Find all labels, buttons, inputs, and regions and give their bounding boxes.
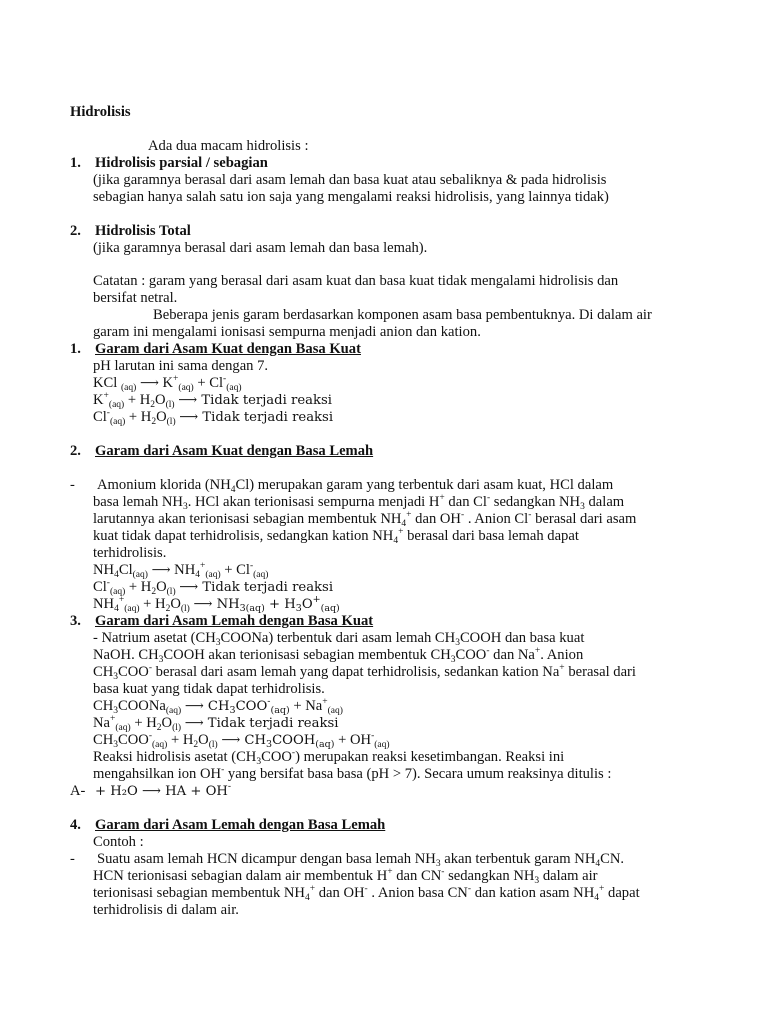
s4-heading: Garam dari Asam Lemah dengan Basa Lemah [95, 817, 386, 833]
s2-text: sedangkan NH [493, 494, 581, 510]
s4-text: dan CN [396, 868, 442, 884]
s2-text: larutannya akan terionisasi sebagian membentuk NH [93, 511, 402, 527]
s4-text: dan kation asam NH [474, 885, 595, 901]
s2-text: berasal dari asam [535, 511, 637, 527]
s2-eq1: $NH_4Cl_{(aq)}$ ⟶ $NH_4^+_{(aq)} + Cl^-_{(aq)}$ [93, 561, 269, 580]
s4-num: 4. [70, 817, 81, 833]
s4-text: sedangkan NH [448, 868, 535, 884]
s3-text: berasal dari asam lemah yang dapat terhidrolisis, sedankan kation Na [155, 664, 560, 680]
s3-text: mengahsilkan ion OH [93, 766, 222, 782]
type1-num: 1. [70, 155, 81, 171]
s1-eq2-result: Tidak terjadi reaksi [201, 393, 332, 408]
type2-heading: Hidrolisis Total [95, 223, 191, 239]
type1-desc-line1: (jika garamnya berasal dari asam lemah dan basa kuat atau sebaliknya & pada hidrolisis [93, 172, 607, 188]
s2-para-line5: terhidrolisis. [93, 545, 167, 561]
note-line3: Beberapa jenis garam berdasarkan komponen asam basa pembentuknya. Di dalam air [153, 307, 652, 323]
s3-eq2-result: Tidak terjadi reaksi [207, 716, 339, 731]
s3-eq2: $Na^+_{(aq)} + H_2O_{(l)}$ ⟶ Tidak terjadi reaksi [93, 714, 339, 733]
s2-text: berasal dari basa lemah dapat [407, 528, 579, 544]
s3-general-label: A- [70, 783, 86, 799]
s3-text: COONa) terbentuk dari asam lemah CH [220, 630, 456, 646]
note-line2: bersifat netral. [93, 290, 178, 306]
doc-title: Hidrolisis [70, 104, 131, 120]
s3-para-line1: - Natrium asetat $(CH_3COONa)$ terbentuk dari asam lemah $CH_3COOH$ dan basa kuat [93, 630, 585, 648]
s2-eq3: $NH_4^+_{(aq)} + H_2O_{(l)}$ ⟶ $NH_{3(aq)} + H_3O^+_{(aq)}$ [93, 594, 340, 614]
s3-text: - Natrium asetat (CH [93, 630, 216, 646]
s2-para-line2: basa lemah $NH_3$. HCl akan terionisasi sempurna menjadi H+ dan Cl- sedangkan $NH_3$ dalam [93, 493, 625, 512]
s4-text: dan OH [318, 885, 365, 901]
s4-text: . Anion basa CN [371, 885, 468, 901]
s1-ph-line: pH larutan ini sama dengan 7. [93, 358, 269, 374]
s2-eq2-result: Tidak terjadi reaksi [202, 580, 334, 595]
s3-text: COO [118, 664, 149, 680]
s4-para-line1: Suatu asam lemah HCN dicampur dengan basa lemah $NH_3$ akan terbentuk garam $NH_4CN$. [97, 851, 625, 869]
s3-num: 3. [70, 613, 81, 629]
note-line4: garam ini mengalami ionisasi sempurna menjadi anion dan kation. [93, 324, 481, 340]
s2-text: kuat tidak dapat terhidrolisis, sedangkan kation NH [93, 528, 394, 544]
s4-text: terionisasi sebagian membentuk NH [93, 885, 305, 901]
s2-text: basa lemah NH [93, 494, 183, 510]
s3-heading: Garam dari Asam Lemah dengan Basa Kuat [95, 613, 374, 629]
type2-num: 2. [70, 223, 81, 239]
s4-text: dalam air [542, 868, 598, 884]
s4-para-line3: terionisasi sebagian membentuk $NH_4^+$ dan OH- . Anion basa CN- dan kation asam $NH_4^+$ dapat [93, 884, 640, 903]
s1-eq3-result: Tidak terjadi reaksi [202, 410, 334, 425]
s3-text: COO [455, 647, 487, 663]
type1-heading: Hidrolisis parsial / sebagian [95, 155, 268, 171]
s3-para-line4: basa kuat yang tidak dapat terhidrolisis. [93, 681, 325, 697]
type2-desc-line1: (jika garamnya berasal dari asam lemah dan basa lemah). [93, 240, 428, 256]
s2-text: . Anion Cl [467, 511, 529, 527]
s3-eq1: $CH_3COONa_{(aq)}$ ⟶ $CH_3COO^-_{(aq)} + Na^+_{(aq)}$ [93, 696, 343, 716]
s2-num: 2. [70, 443, 81, 459]
s2-text: Amonium klorida (NH [97, 477, 231, 493]
s2-para-line4: kuat tidak dapat terhidrolisis, sedangkan kation $NH_4^+$ berasal dari basa lemah dapat [93, 527, 579, 546]
s3-general-eq-text: + H₂O ⟶ HA + OH [95, 784, 228, 799]
s2-text: Cl) merupakan garam yang terbentuk dari asam kuat, HCl dalam [235, 477, 614, 493]
s4-contoh: Contoh : [93, 834, 144, 850]
s3-eq3: $CH_3COO^-_{(aq)} + H_2O_{(l)}$ ⟶ $CH_3COOH_{(aq)} + OH^-_{(aq)}$ [93, 731, 390, 750]
s1-eq1: KCl $_{(aq)}$ ⟶ $K^+_{(aq)} + Cl^-_{(aq)}$ [93, 374, 242, 393]
s3-text: Reaksi hidrolisis asetat (CH [93, 749, 257, 765]
s2-text: dan Cl [448, 494, 487, 510]
s3-general-eq [95, 783, 231, 800]
s2-text: dalam [588, 494, 625, 510]
s3-text: berasal dari [568, 664, 636, 680]
s3-text: yang bersifat basa basa (pH > 7). Secara umum reaksinya ditulis : [227, 766, 612, 782]
s4-para-line4: terhidrolisis di dalam air. [93, 902, 239, 918]
s2-heading: Garam dari Asam Kuat dengan Basa Lemah [95, 443, 374, 459]
s2-para-line1: Amonium klorida $(NH_4Cl)$ merupakan garam yang terbentuk dari asam kuat, HCl dalam [97, 477, 614, 495]
s4-text: CN. [600, 851, 625, 867]
s3-text: . Anion [540, 647, 584, 663]
s3-reaction-line2: mengahsilkan ion OH- yang bersifat basa basa (pH > 7). Secara umum reaksinya ditulis : [93, 765, 612, 782]
intro-line: Ada dua macam hidrolisis : [148, 138, 309, 154]
s3-text: dan Na [493, 647, 535, 663]
s1-eq2: $K^+_{(aq)} + H_2O_{(l)}$ ⟶ Tidak terjadi reaksi [93, 391, 332, 410]
s4-text: dapat [608, 885, 640, 901]
s3-general-eq-sup: - [227, 781, 232, 792]
s4-text: akan terbentuk garam NH [444, 851, 596, 867]
s2-bullet: - [70, 477, 75, 493]
s1-heading: Garam dari Asam Kuat dengan Basa Kuat [95, 341, 361, 357]
s2-text: . HCl akan terionisasi sempurna menjadi H [187, 494, 440, 510]
s4-text: HCN terionisasi sebagian dalam air membentuk H [93, 868, 388, 884]
s1-num: 1. [70, 341, 81, 357]
type1-desc-line2: sebagian hanya salah satu ion saja yang mengalami reaksi hidrolisis, yang lainnya tidak) [93, 189, 609, 205]
s3-para-line3: $CH_3COO^-$ berasal dari asam lemah yang dapat terhidrolisis, sedankan kation Na+ berasal dari [93, 663, 636, 682]
s3-para-line2: NaOH. $CH_3COOH$ akan terionisasi sebagian membentuk $CH_3COO^-$ dan Na+. Anion [93, 646, 584, 665]
s3-text: COOH dan basa kuat [459, 630, 585, 646]
s1-eq3: $Cl^-_{(aq)} + H_2O_{(l)}$ ⟶ Tidak terjadi reaksi [93, 408, 334, 427]
s4-para-line2: HCN terionisasi sebagian dalam air membentuk H+ dan CN- sedangkan $NH_3$ dalam air [93, 867, 598, 886]
s4-text: Suatu asam lemah HCN dicampur dengan basa lemah NH [97, 851, 436, 867]
s3-reaction-line1: Reaksi hidrolisis asetat $(CH_3COO^-)$ merupakan reaksi kesetimbangan. Reaksi ini [93, 748, 565, 767]
s2-para-line3: larutannya akan terionisasi sebagian membentuk $NH_4^+$ dan OH- . Anion Cl- berasal dari asam [93, 510, 637, 529]
s2-text: dan OH [415, 511, 461, 527]
s3-text: ) merupakan reaksi kesetimbangan. Reaksi ini [295, 749, 565, 765]
s3-text: COOH akan terionisasi sebagian membentuk CH [163, 647, 451, 663]
s4-bullet: - [70, 851, 75, 867]
note-line1: Catatan : garam yang berasal dari asam kuat dan basa kuat tidak mengalami hidrolisis dan [93, 273, 619, 289]
s3-text: NaOH. CH [93, 647, 159, 663]
s2-eq2: $Cl^-_{(aq)} + H_2O_{(l)}$ ⟶ Tidak terjadi reaksi [93, 578, 334, 597]
